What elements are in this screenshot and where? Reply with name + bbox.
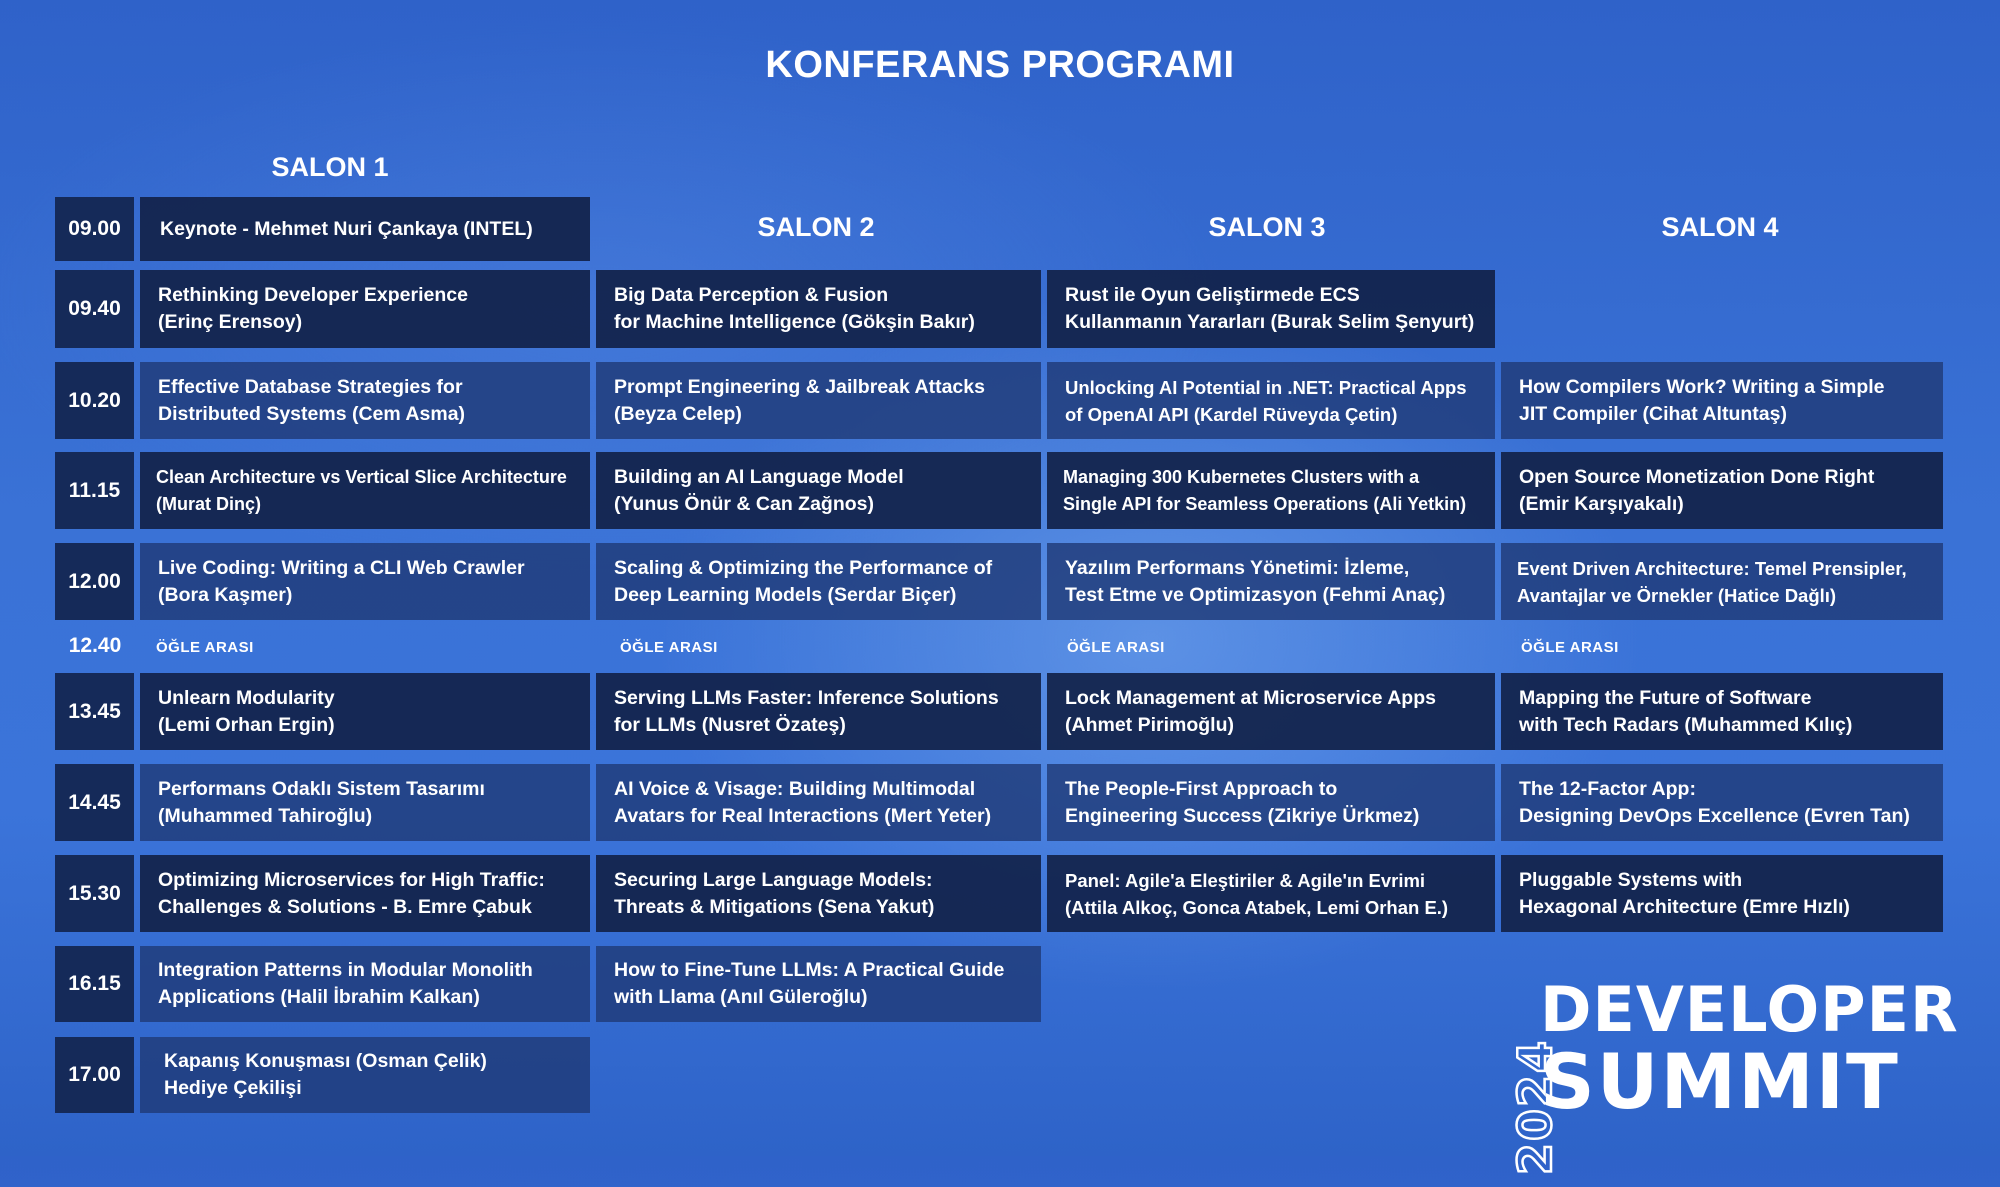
session-card[interactable]: Big Data Perception & Fusion for Machine Intelligence (Gökşin Bakır) <box>596 270 1041 348</box>
brand-logo <box>1540 973 1959 1126</box>
session-card[interactable]: Rust ile Oyun Geliştirmede ECS Kullanmanın Yararları (Burak Selim Şenyurt) <box>1047 270 1495 348</box>
time-slot: 14.45 <box>55 764 134 841</box>
time-slot: 16.15 <box>55 946 134 1022</box>
time-slot: 09.00 <box>55 197 134 261</box>
session-card[interactable]: AI Voice & Visage: Building Multimodal Avatars for Real Interactions (Mert Yeter) <box>596 764 1041 841</box>
session-card[interactable]: Performans Odaklı Sistem Tasarımı (Muhammed Tahiroğlu) <box>140 764 590 841</box>
session-card[interactable]: Panel: Agile'a Eleştiriler & Agile'ın Evrimi (Attila Alkoç, Gonca Atabek, Lemi Orhan E.) <box>1047 855 1495 932</box>
session-card[interactable]: Event Driven Architecture: Temel Prensipler, Avantajlar ve Örnekler (Hatice Dağlı) <box>1501 543 1943 620</box>
session-card[interactable]: How Compilers Work? Writing a Simple JIT Compiler (Cihat Altuntaş) <box>1501 362 1943 439</box>
session-card[interactable]: Optimizing Microservices for High Traffic: Challenges & Solutions - B. Emre Çabuk <box>140 855 590 932</box>
session-card[interactable]: Effective Database Strategies for Distributed Systems (Cem Asma) <box>140 362 590 439</box>
salon-1-header: SALON 1 <box>271 152 389 182</box>
lunch-break-label: ÖĞLE ARASI <box>156 639 254 656</box>
session-card[interactable]: Managing 300 Kubernetes Clusters with a Single API for Seamless Operations (Ali Yetkin) <box>1047 452 1495 529</box>
lunch-break-label: ÖĞLE ARASI <box>620 639 718 656</box>
salon-3-header: SALON 3 <box>1208 212 1326 242</box>
brand-year: 2024 <box>1508 1038 1562 1176</box>
time-slot-lunch: 12.40 <box>68 634 122 657</box>
time-slot: 13.45 <box>55 673 134 750</box>
time-slot: 10.20 <box>55 362 134 439</box>
salon-2-header: SALON 2 <box>757 212 875 242</box>
session-card[interactable]: Building an AI Language Model (Yunus Önür & Can Zağnos) <box>596 452 1041 529</box>
page-title: KONFERANS PROGRAMI <box>765 44 1235 86</box>
session-card[interactable]: The People-First Approach to Engineering Success (Zikriye Ürkmez) <box>1047 764 1495 841</box>
lunch-break-label: ÖĞLE ARASI <box>1067 639 1165 656</box>
session-card[interactable]: Kapanış Konuşması (Osman Çelik) Hediye Çekilişi <box>140 1037 590 1113</box>
session-card[interactable]: Securing Large Language Models: Threats & Mitigations (Sena Yakut) <box>596 855 1041 932</box>
session-card[interactable]: Serving LLMs Faster: Inference Solutions for LLMs (Nusret Özateş) <box>596 673 1041 750</box>
session-card[interactable]: Prompt Engineering & Jailbreak Attacks (Beyza Celep) <box>596 362 1041 439</box>
session-card[interactable]: Live Coding: Writing a CLI Web Crawler (Bora Kaşmer) <box>140 543 590 620</box>
time-slot: 12.00 <box>55 543 134 620</box>
session-card[interactable]: Unlearn Modularity (Lemi Orhan Ergin) <box>140 673 590 750</box>
session-card[interactable]: Lock Management at Microservice Apps (Ahmet Pirimoğlu) <box>1047 673 1495 750</box>
session-card[interactable]: Scaling & Optimizing the Performance of Deep Learning Models (Serdar Biçer) <box>596 543 1041 620</box>
session-card[interactable]: Open Source Monetization Done Right (Emir Karşıyakalı) <box>1501 452 1943 529</box>
session-card[interactable]: Mapping the Future of Software with Tech Radars (Muhammed Kılıç) <box>1501 673 1943 750</box>
session-card[interactable]: Pluggable Systems with Hexagonal Architecture (Emre Hızlı) <box>1501 855 1943 932</box>
session-card[interactable]: Integration Patterns in Modular Monolith Applications (Halil İbrahim Kalkan) <box>140 946 590 1022</box>
session-card[interactable]: Unlocking AI Potential in .NET: Practical Apps of OpenAI API (Kardel Rüveyda Çetin) <box>1047 362 1495 439</box>
salon-4-header: SALON 4 <box>1661 212 1779 242</box>
session-card[interactable]: How to Fine-Tune LLMs: A Practical Guide with Llama (Anıl Güleroğlu) <box>596 946 1041 1022</box>
session-card[interactable]: The 12-Factor App: Designing DevOps Excellence (Evren Tan) <box>1501 764 1943 841</box>
time-slot: 15.30 <box>55 855 134 932</box>
time-slot: 09.40 <box>55 270 134 348</box>
time-slot: 17.00 <box>55 1037 134 1113</box>
session-card[interactable]: Rethinking Developer Experience (Erinç Erensoy) <box>140 270 590 348</box>
session-card[interactable]: Yazılım Performans Yönetimi: İzleme, Test Etme ve Optimizasyon (Fehmi Anaç) <box>1047 543 1495 620</box>
brand-line-1: DEVELOPER <box>1540 973 1959 1046</box>
time-slot: 11.15 <box>55 452 134 529</box>
session-card[interactable]: Clean Architecture vs Vertical Slice Architecture (Murat Dinç) <box>140 452 590 529</box>
lunch-break-label: ÖĞLE ARASI <box>1521 639 1619 656</box>
brand-line-2: SUMMIT <box>1540 1037 1900 1126</box>
session-card[interactable]: Keynote - Mehmet Nuri Çankaya (INTEL) <box>140 197 590 261</box>
